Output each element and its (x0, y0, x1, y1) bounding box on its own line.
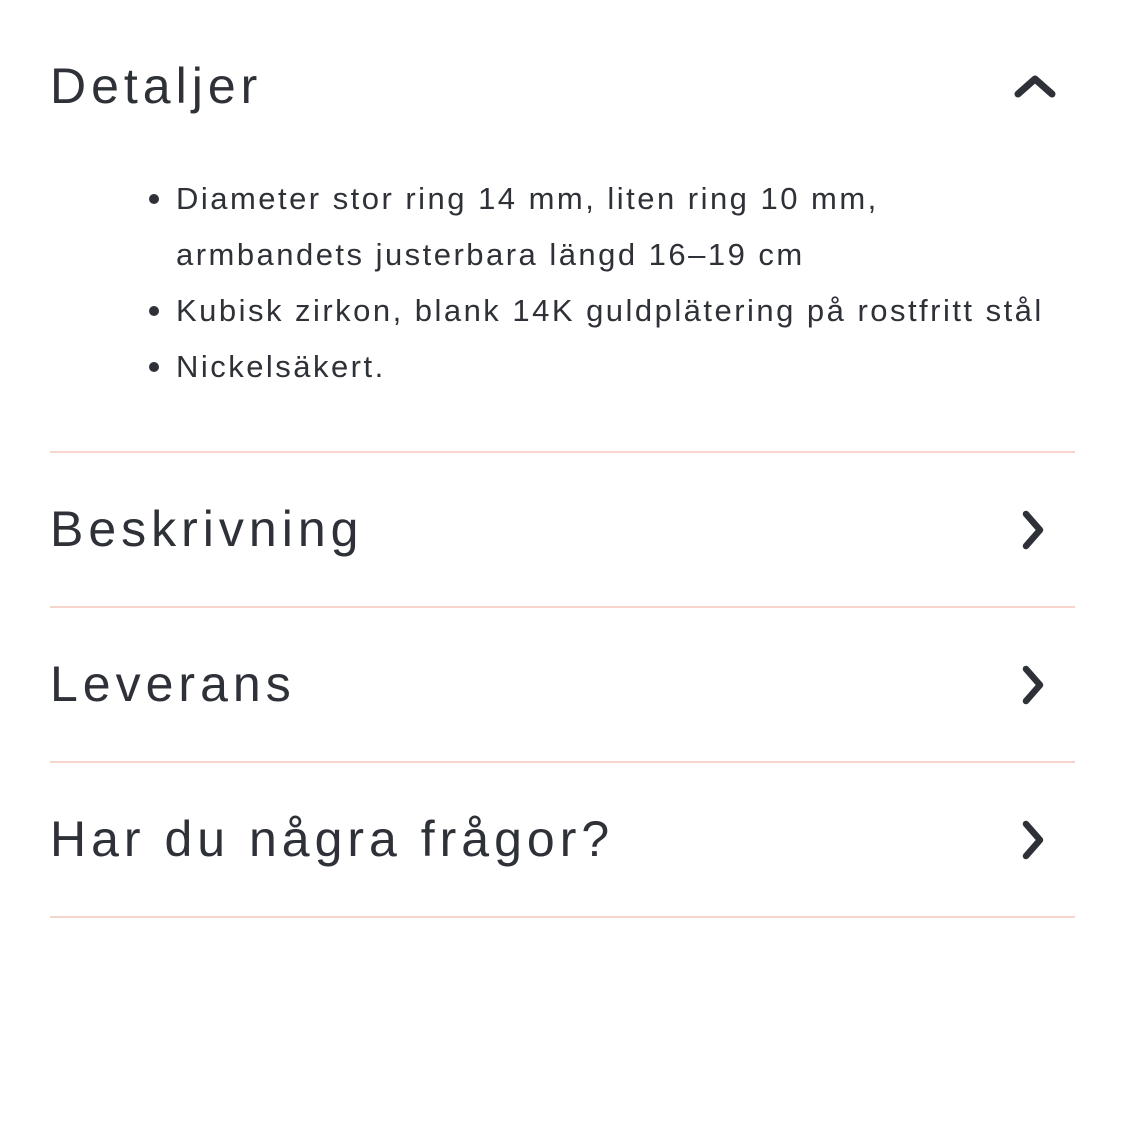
section-title-detaljer: Detaljer (50, 58, 263, 114)
accordion-header-leverans[interactable] (50, 608, 1075, 763)
section-title-fragor: Har du några frågor? (50, 811, 615, 867)
chevron-right-icon (1021, 509, 1045, 551)
accordion-header-fragor[interactable] (50, 763, 1075, 918)
detaljer-bullet-item: Nickelsäkert. (148, 339, 1061, 395)
chevron-right-icon (1021, 819, 1045, 861)
accordion-header-beskrivning[interactable] (50, 453, 1075, 608)
accordion-section-detaljer (50, 0, 1075, 453)
detaljer-bullet-item: Diameter stor ring 14 mm, liten ring 10 mm, armbandets justerbara längd 16–19 cm (148, 171, 1061, 283)
section-title-leverans: Leverans (50, 656, 296, 712)
accordion-header-detaljer[interactable] (50, 0, 1075, 115)
detaljer-bullet-item: Kubisk zirkon, blank 14K guldplätering på rostfritt stål (148, 283, 1061, 339)
product-details-accordion (50, 0, 1075, 918)
section-title-beskrivning: Beskrivning (50, 501, 364, 557)
chevron-up-icon (1013, 74, 1057, 100)
detaljer-bullet-list (50, 171, 1061, 395)
chevron-right-icon (1021, 664, 1045, 706)
